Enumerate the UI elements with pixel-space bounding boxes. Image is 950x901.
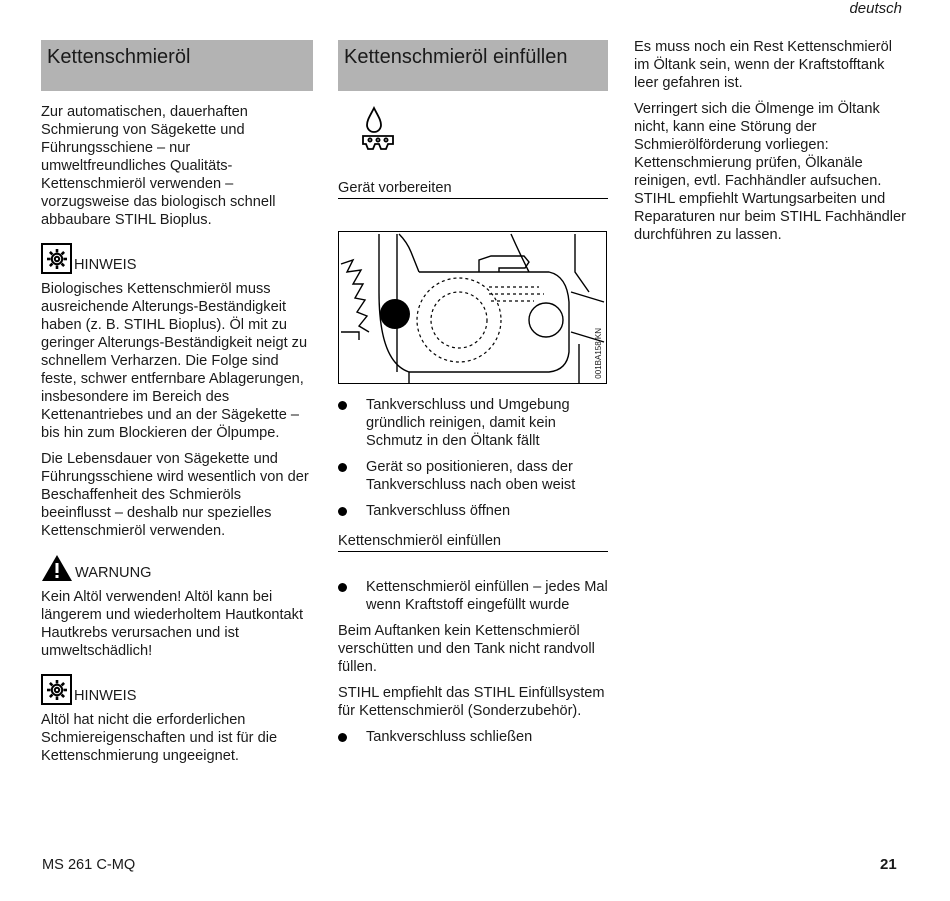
bullet-list-fill — [338, 578, 608, 614]
subheading-prepare: Gerät vorbereiten — [338, 179, 608, 199]
bullet-list-prepare — [338, 396, 608, 520]
warning-triangle-icon — [41, 554, 73, 582]
notice-paragraph: Die Lebensdauer von Sägekette und Führungsschiene wird wesentlich von der Beschaffenheit des Schmieröls beeinflusst – deshalb nur spezielles Kettenschmieröl verwenden. — [41, 451, 309, 539]
notice-label: HINWEIS — [74, 688, 137, 704]
figure-code: 001BA158 KN — [594, 328, 603, 379]
notice-heading-1 — [41, 243, 313, 274]
gear-notice-icon — [41, 243, 72, 274]
warning-label: WARNUNG — [75, 565, 152, 581]
section-title-fill-chain-oil: Kettenschmieröl einfüllen — [338, 40, 608, 91]
footer-model: MS 261 C-MQ — [42, 857, 136, 873]
notice-label: HINWEIS — [74, 257, 137, 273]
notice-paragraph: Biologisches Kettenschmieröl muss ausreichende Alterungs-Beständigkeit haben (z. B. STIHL Bioplus). Öl mit zu geringer Alterungs-Beständigkeit neigt zu schnellem Verharzen. Die Folge sind feste, schwer entfernbare Ablagerungen, insbesondere im Bereich des Kettenantriebes und an der Sägekette – bis hin zum Blockieren der Ölpumpe. — [41, 281, 308, 441]
tank-cap-figure — [338, 231, 607, 384]
warning-lead: Kein Altöl verwenden! — [41, 589, 182, 605]
list-item: Tankverschluss öffnen — [338, 502, 608, 520]
list-item: Gerät so positionieren, dass der Tankverschluss nach oben weist — [338, 458, 608, 494]
page-number: 21 — [880, 856, 897, 873]
list-item: Tankverschluss und Umgebung gründlich reinigen, damit kein Schmutz in den Öltank fällt — [338, 396, 608, 450]
list-item: Tankverschluss schließen — [338, 728, 608, 746]
residual-oil-paragraph: Es muss noch ein Rest Kettenschmieröl im Öltank sein, wenn der Kraftstofftank leer gefahren ist. — [634, 39, 892, 91]
section-fill-chain-oil — [338, 40, 608, 754]
notice-paragraph: Altöl hat nicht die erforderlichen Schmiereigenschaften und ist für die Kettenschmierung ungeeignet. — [41, 712, 278, 764]
filling-system-paragraph: STIHL empfiehlt das STIHL Einfüllsystem für Kettenschmieröl (Sonderzubehör). — [338, 685, 605, 719]
subheading-fill: Kettenschmieröl einfüllen — [338, 532, 608, 552]
notice-heading-2 — [41, 674, 313, 705]
warning-text: Altöl kann bei längerem und wiederholtem Hautkontakt Hautkrebs verursachen und ist umweltschädlich! — [41, 589, 304, 659]
section-chain-oil — [41, 40, 313, 773]
refuel-paragraph: Beim Auftanken kein Kettenschmieröl verschütten und den Tank nicht randvoll füllen. — [338, 623, 595, 675]
gear-notice-icon — [41, 674, 72, 705]
language-label: deutsch — [849, 0, 902, 17]
intro-paragraph: Zur automatischen, dauerhaften Schmierung von Sägekette und Führungsschiene – nur umweltfreundliches Qualitäts-Kettenschmieröl verwenden – vorzugsweise das biologisch schnell abbaubare STIHL Bioplus. — [41, 104, 276, 228]
list-item: Kettenschmieröl einfüllen – jedes Mal wenn Kraftstoff eingefüllt wurde — [338, 578, 608, 614]
warning-heading — [41, 554, 313, 582]
section-oil-check — [634, 38, 909, 252]
oil-drop-chain-icon — [360, 106, 396, 156]
oil-fault-paragraph: Verringert sich die Ölmenge im Öltank nicht, kann eine Störung der Schmierölförderung vorliegen: Kettenschmierung prüfen, Ölkanäle reinigen, evtl. Fachhändler aufsuchen. STIHL empfiehlt Wartungsarbeiten und Reparaturen nur beim STIHL Fachhändler durchführen zu lassen. — [634, 101, 907, 243]
section-title-chain-oil: Kettenschmieröl — [41, 40, 313, 91]
warning-paragraph — [41, 588, 313, 660]
